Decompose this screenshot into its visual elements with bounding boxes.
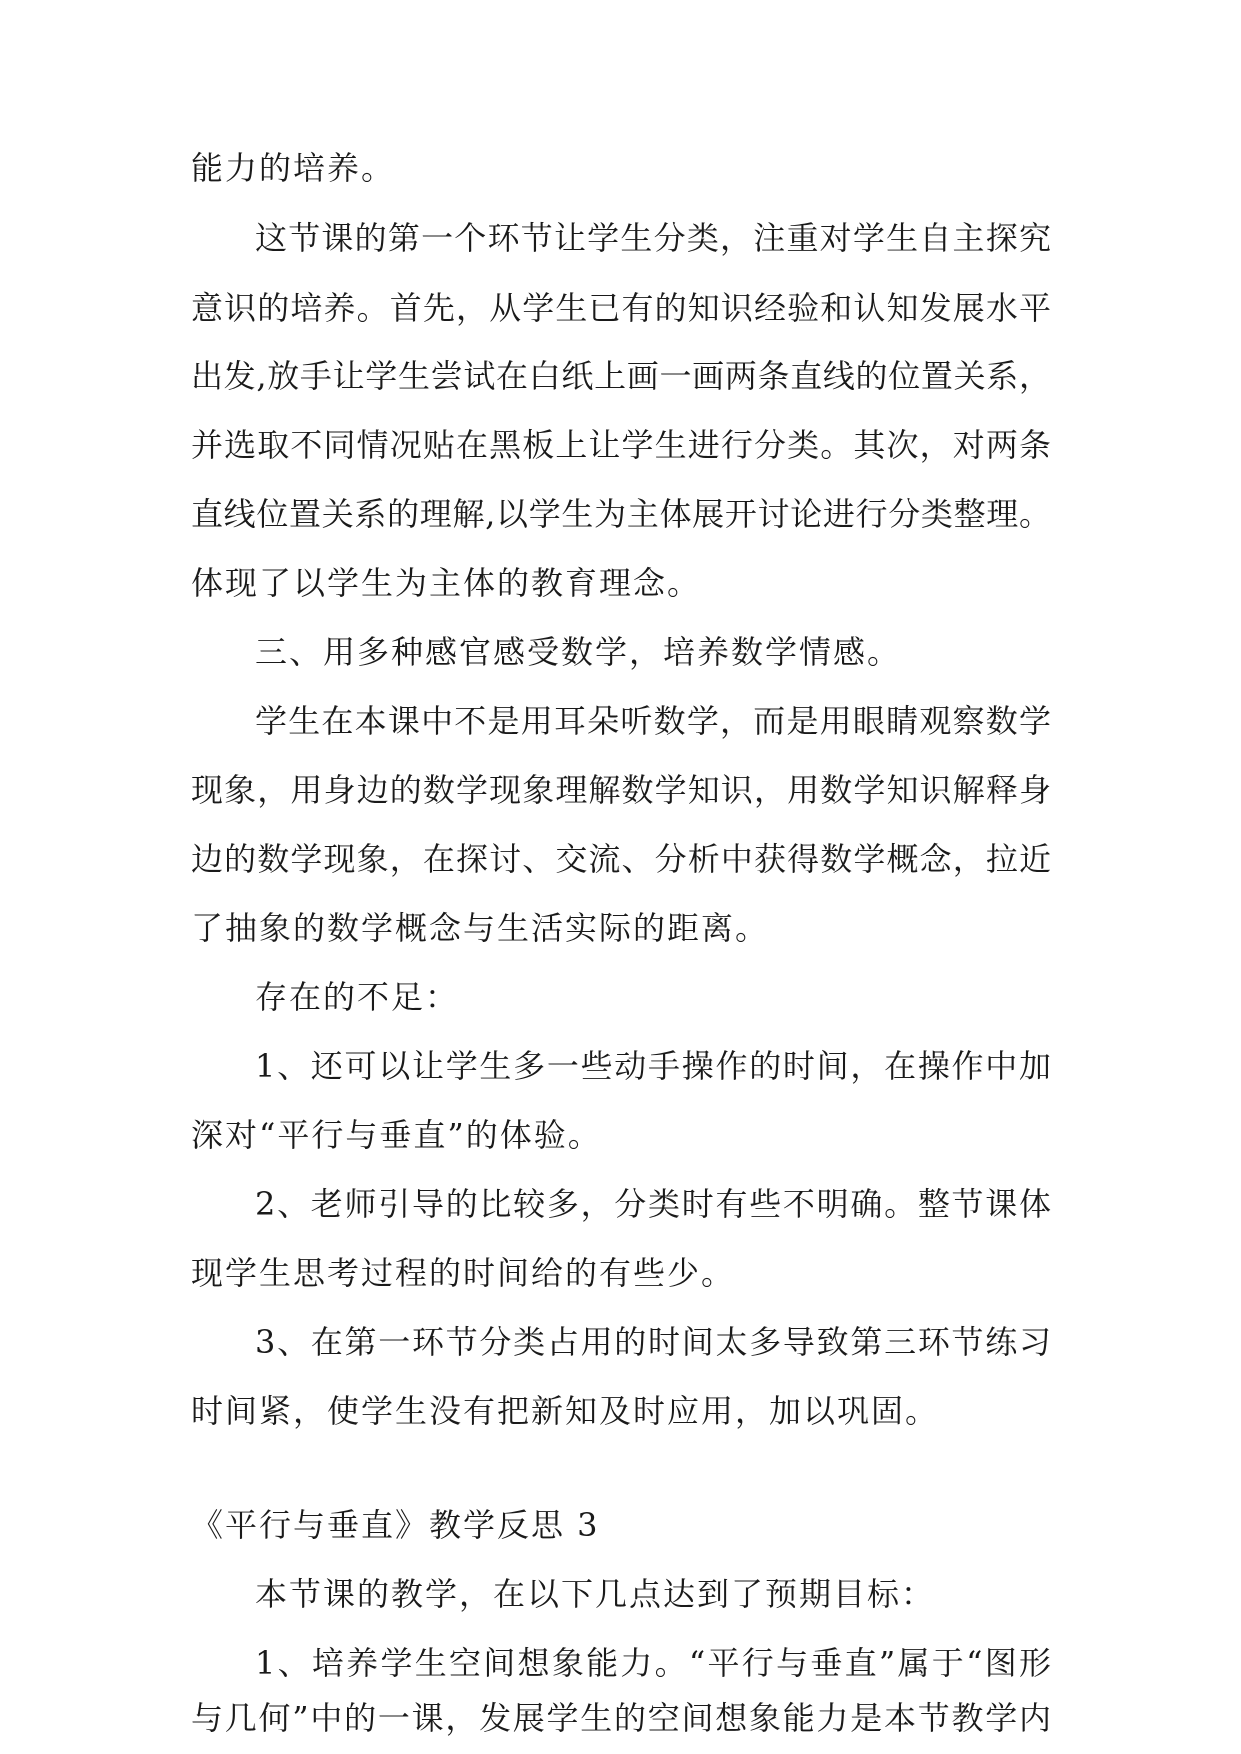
text-line: 体现了以学生为主体的教育理念。 (191, 564, 702, 602)
text-line: 出发,放手让学生尝试在白纸上画一画两条直线的位置关系， (191, 357, 1051, 395)
text-line: 存在的不足： (255, 978, 460, 1016)
text-line: 了抽象的数学概念与生活实际的距离。 (191, 909, 770, 947)
list-item: 3、在第一环节分类占用的时间太多导致第三环节练习 (255, 1323, 1051, 1361)
text-line: 现象，用身边的数学现象理解数学知识，用数学知识解释身 (191, 771, 1051, 809)
text-line: 时间紧，使学生没有把新知及时应用，加以巩固。 (191, 1392, 940, 1430)
text-line: 与几何”中的一课，发展学生的空间想象能力是本节教学内 (191, 1699, 1051, 1737)
text-line: 并选取不同情况贴在黑板上让学生进行分类。其次，对两条 (191, 426, 1051, 464)
text-line: 能力的培养。 (191, 149, 396, 187)
text-line: 现学生思考过程的时间给的有些少。 (191, 1254, 736, 1292)
section-title: 《平行与垂直》教学反思 3 (191, 1506, 600, 1544)
text-line: 这节课的第一个环节让学生分类，注重对学生自主探究 (255, 219, 1051, 257)
text-line: 深对“平行与垂直”的体验。 (191, 1116, 602, 1154)
list-item: 2、老师引导的比较多，分类时有些不明确。整节课体 (255, 1185, 1051, 1223)
list-item: 1、还可以让学生多一些动手操作的时间，在操作中加 (255, 1047, 1051, 1085)
text-line: 意识的培养。首先，从学生已有的知识经验和认知发展水平 (191, 289, 1051, 327)
text-line: 边的数学现象，在探讨、交流、分析中获得数学概念，拉近 (191, 840, 1051, 878)
list-item: 1、培养学生空间想象能力。“平行与垂直”属于“图形 (255, 1644, 1051, 1682)
text-line: 本节课的教学，在以下几点达到了预期目标： (255, 1575, 936, 1613)
section-heading: 三、用多种感官感受数学，培养数学情感。 (255, 633, 902, 671)
text-line: 直线位置关系的理解,以学生为主体展开讨论进行分类整理。 (191, 495, 1051, 533)
text-line: 学生在本课中不是用耳朵听数学，而是用眼睛观察数学 (255, 702, 1051, 740)
